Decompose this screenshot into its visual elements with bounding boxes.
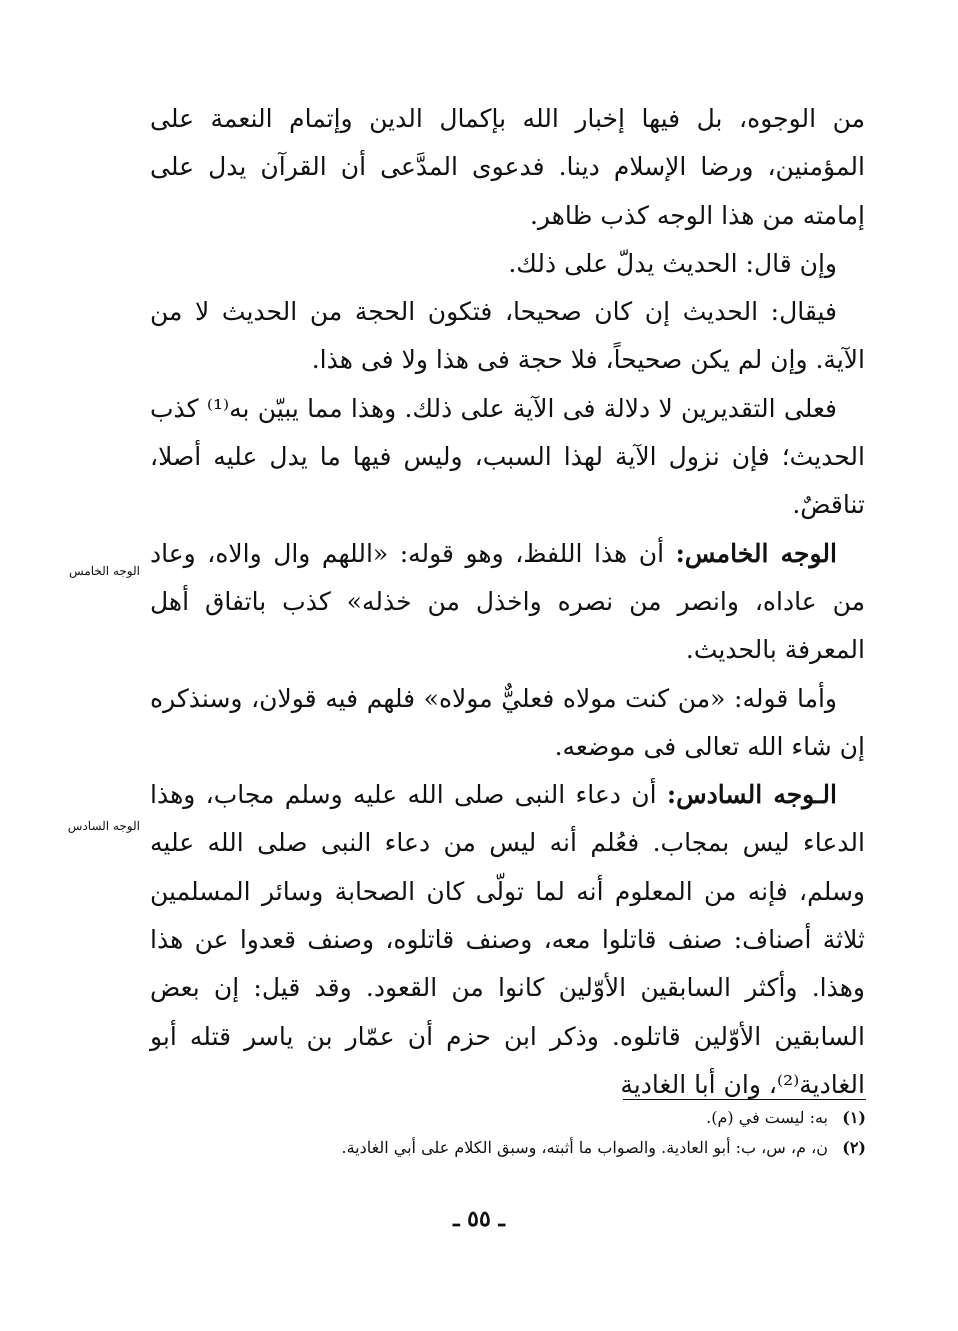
footnote-text: ن، م، س، ب: أبو العادية. والصواب ما أثبته، وسبق الكلام على أبي الغادية. [341, 1138, 828, 1157]
paragraph-1: من الوجوه، بل فيها إخبار الله بإكمال الدين وإتمام النعمة على المؤمنين، ورضا الإسلام دينا. فدعوى المدَّعى أن القرآن يدل على إمامته من هذا الوجه كذب ظاهر. [150, 104, 865, 230]
section-5-paragraph [150, 530, 865, 675]
section-5-heading: الوجه الخامس: [675, 538, 837, 568]
paragraph-3: فيقال: الحديث إن كان صحيحا، فتكون الحجة من الحديث لا من الآية. وإن لم يكن صحيحاً، فلا حجة فى هذا ولا فى هذا. [150, 297, 865, 375]
page-number: ـ ٥٥ ـ [453, 1206, 505, 1232]
section-6-heading: الـوجه السادس: [666, 780, 837, 810]
main-text [150, 95, 865, 1109]
section-6-text: أن دعاء النبى صلى الله عليه وسلم مجاب، وهذا الدعاء ليس بمجاب. فعُلم أنه ليس من دعاء النبى صلى الله عليه وسلم، فإنه من المعلوم أنه لما تولّى كان الصحابة وسائر المسلمين ثلاثة أصناف: صنف قاتلوا معه، وصنف قاتلوه، وصنف قعدوا عن هذا وهذا. وأكثر السابقين الأوّلين كانوا من القعود. وقد قيل: إن بعض السابقين الأوّلين قاتلوه. وذكر ابن حزم أن عمّار بن ياسر قتله أبو الغادية⁽²⁾، وان أبا الغادية [150, 780, 865, 1099]
footnote-number: (٢) [842, 1138, 866, 1157]
paragraph-2: وإن قال: الحديث يدلّ على ذلك. [508, 248, 837, 278]
margin-note-fifth: الوجه الخامس [69, 564, 140, 578]
footnote-number: (١) [842, 1108, 866, 1127]
footnote-1 [200, 1103, 866, 1133]
section-6-paragraph [150, 771, 865, 1109]
footnote-2 [200, 1133, 866, 1163]
footnote-divider [623, 1099, 866, 1100]
footnotes [200, 1103, 866, 1163]
footnote-text: به: ليست في (م). [706, 1108, 828, 1127]
section-5-text: أن هذا اللفظ، وهو قوله: «اللهم وال والاه، وعاد من عاداه، وانصر من نصره واخذل من خذله» كذب باتفاق أهل المعرفة بالحديث. [150, 538, 865, 665]
paragraph-4: فعلى التقديرين لا دلالة فى الآية على ذلك. وهذا مما يبيّن به⁽¹⁾ كذب الحديث؛ فإن نزول الآية لهذا السبب، وليس فيها ما يدل عليه أصلا، تناقضٌ. [150, 393, 865, 520]
paragraph-after-5: وأما قوله: «من كنت مولاه فعليٌّ مولاه» فلهم فيه قولان، وسنذكره إن شاء الله تعالى فى موضعه. [150, 683, 865, 761]
margin-note-sixth: الوجه السادس [67, 819, 140, 833]
